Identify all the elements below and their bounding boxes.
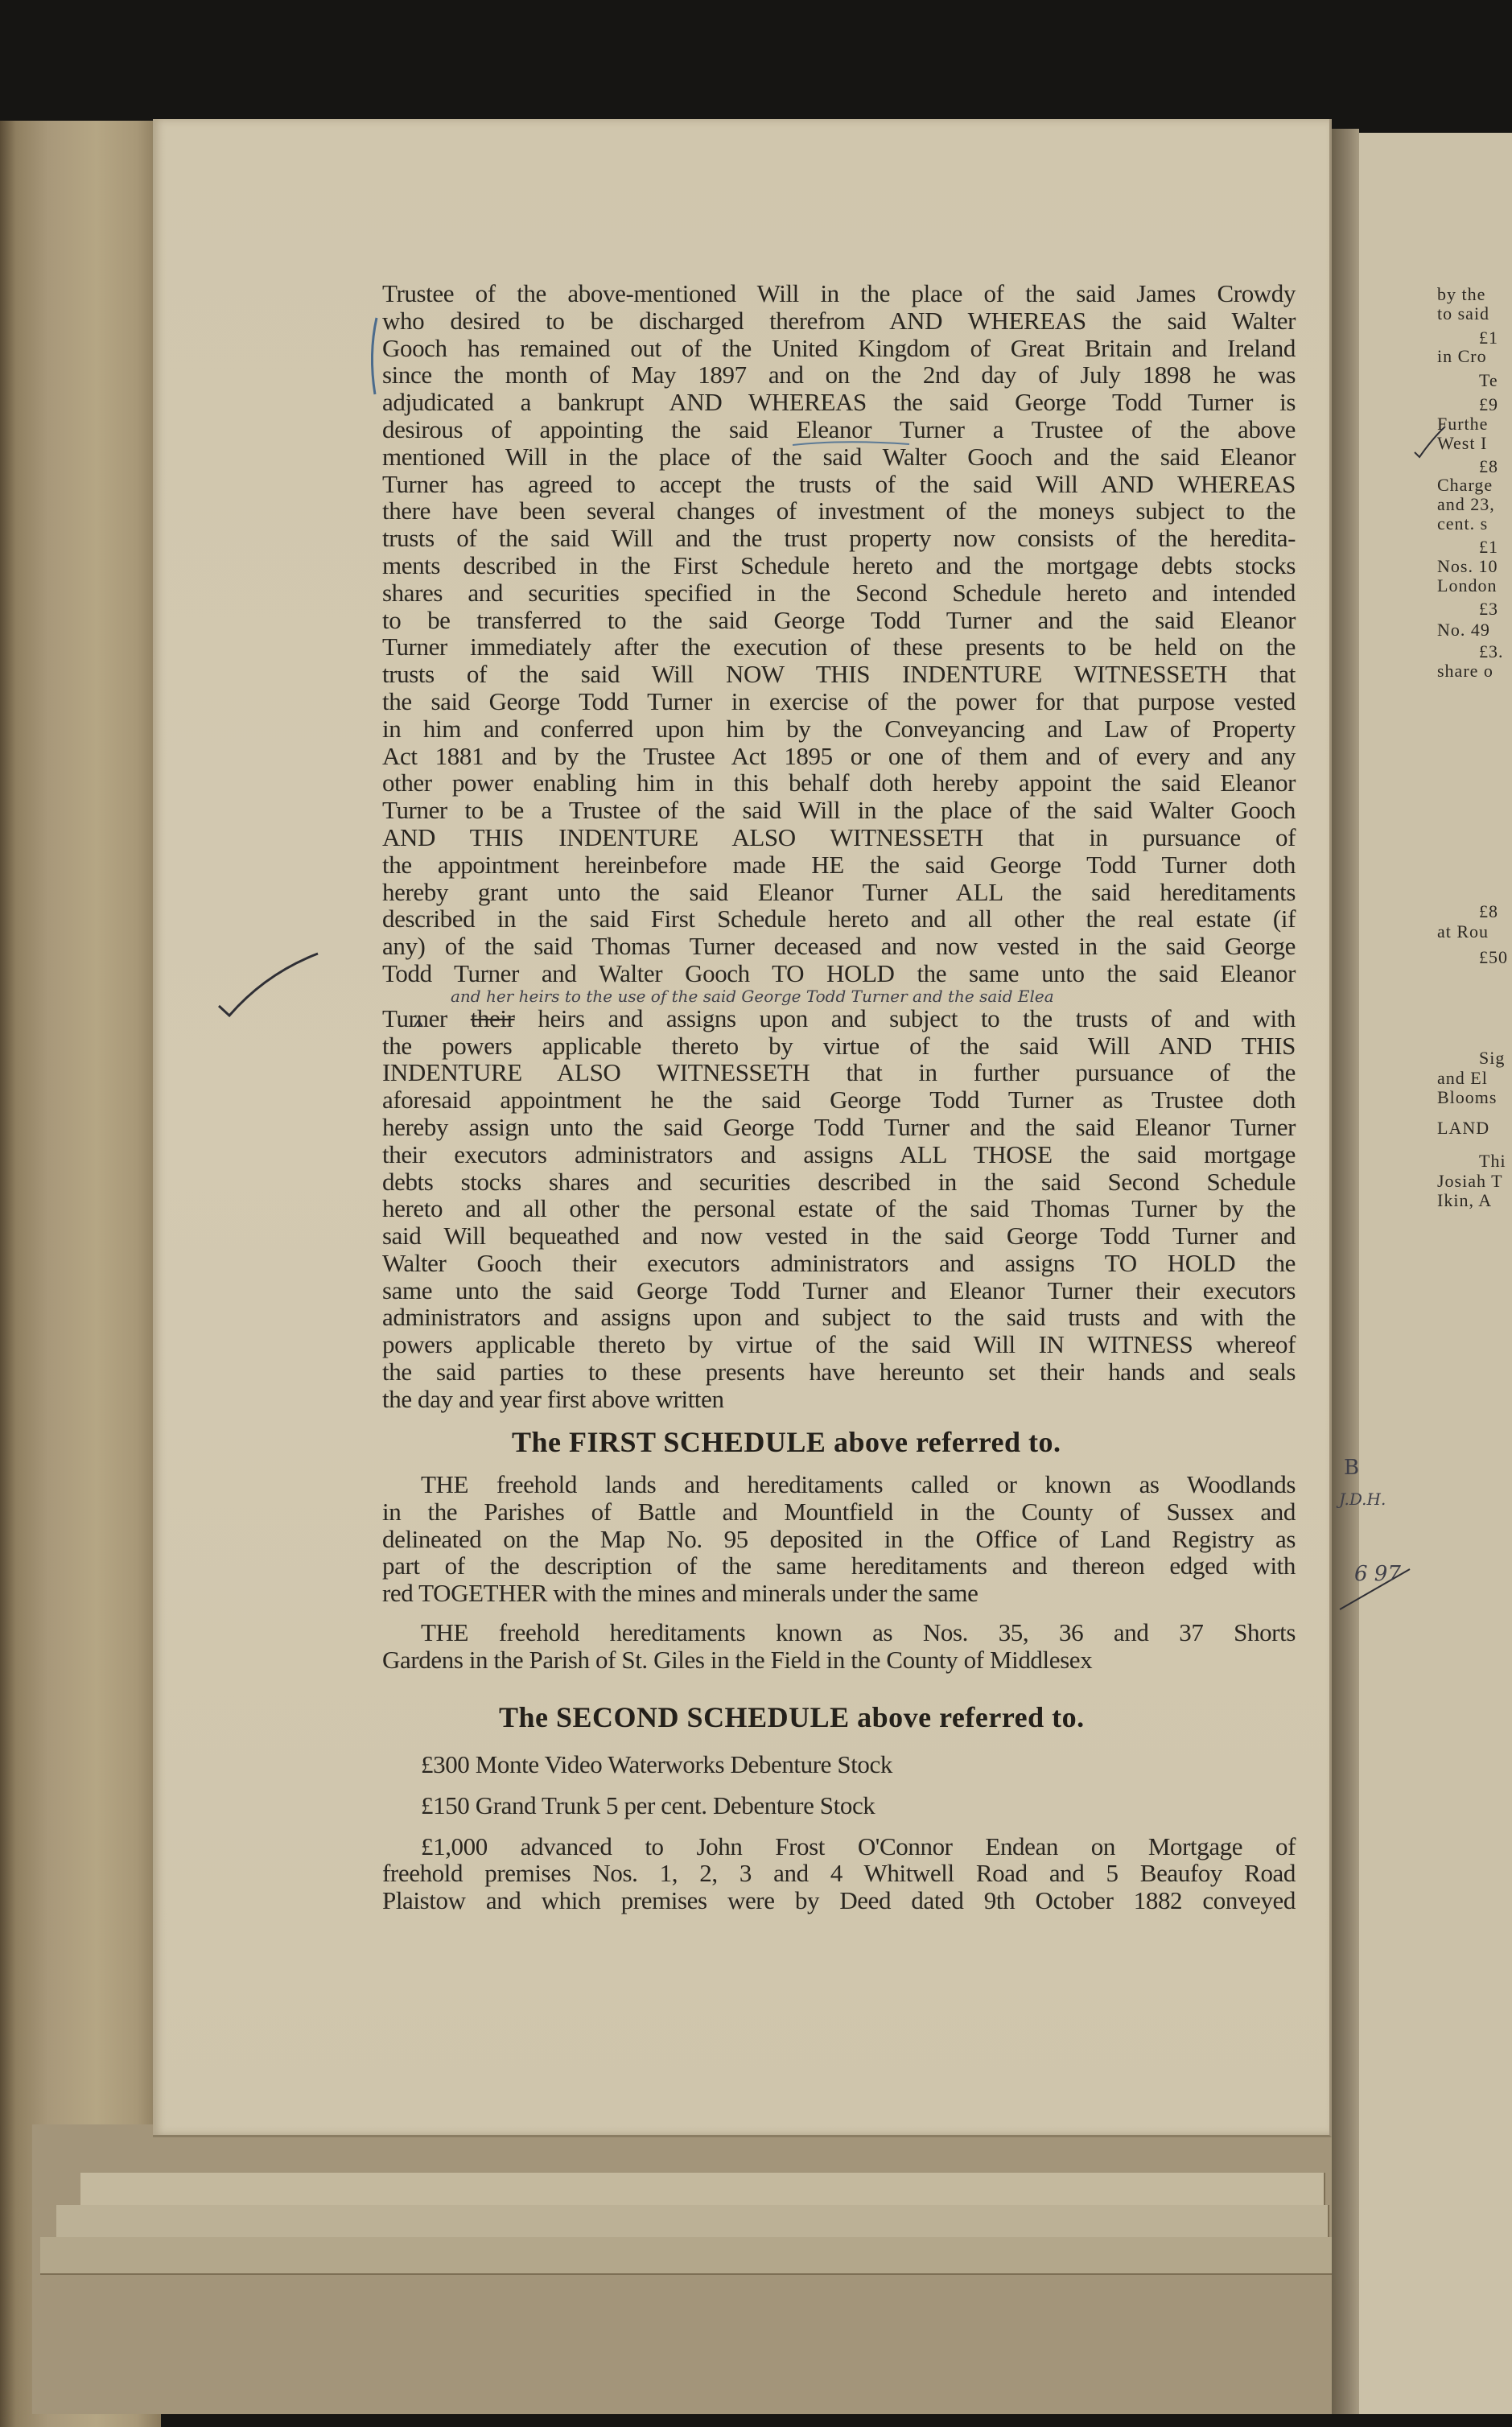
facing-page-line: £1 xyxy=(1479,537,1498,557)
text-line: the appointment hereinbefore made HE the said George Todd Turner doth xyxy=(382,850,1296,879)
margin-annotation: J.D.H. xyxy=(1339,1490,1386,1509)
text-line: trusts of the said Will NOW THIS INDENTURE WITNESSETH that xyxy=(382,660,1296,689)
facing-page-line: £3. xyxy=(1479,641,1504,661)
text-line: Gooch has remained out of the United Kingdom of Great Britain and Ireland xyxy=(382,333,1296,362)
text-line: the powers applicable thereto by virtue of the said Will AND THIS xyxy=(382,1031,1296,1060)
facing-page-line: £3 xyxy=(1479,599,1498,619)
facing-page-line: Ikin, A xyxy=(1437,1190,1493,1210)
facing-page-line: share o xyxy=(1437,661,1493,681)
facing-page-line: Nos. 10 xyxy=(1437,556,1498,576)
text-line: hereto and all other the personal estate of the said Thomas Turner by the xyxy=(382,1194,1296,1223)
underline-mark xyxy=(793,442,909,445)
text-line: Turner immediately after the execution of these presents to be held on the xyxy=(382,633,1296,661)
text-line: aforesaid appointment he the said George Todd Turner as Trustee doth xyxy=(382,1086,1296,1115)
text-line: £150 Grand Trunk 5 per cent. Debenture Stock xyxy=(421,1790,875,1819)
struck-word: their xyxy=(470,1003,515,1032)
facing-page-line: to said xyxy=(1437,303,1490,323)
text-line: same unto the said George Todd Turner and Eleanor Turner their executors xyxy=(382,1275,1296,1304)
facing-page-line: London xyxy=(1437,575,1498,595)
text-line: the day and year first above written xyxy=(382,1384,724,1413)
text-line: Act 1881 and by the Trustee Act 1895 or one of them and of every and any xyxy=(382,741,1296,770)
text-line: ments described in the First Schedule hereto and the mortgage debts stocks xyxy=(382,550,1296,579)
text-line: there have been several changes of investment of the moneys subject to the xyxy=(382,497,1296,525)
facing-page-line: Blooms xyxy=(1437,1087,1498,1107)
margin-bracket-icon xyxy=(372,318,377,394)
text-line: to be transferred to the said George Todd Turner and the said Eleanor xyxy=(382,605,1296,634)
text-line: £1,000 advanced to John Frost O'Connor Endean on Mortgage of xyxy=(421,1832,1296,1860)
facing-page-line: by the xyxy=(1437,284,1486,304)
text-line: any) of the said Thomas Turner deceased and now vested in the said George xyxy=(382,932,1296,961)
facing-page-line: No. 49 xyxy=(1437,620,1490,640)
text-line: Trustee of the above-mentioned Will in the place of the said James Crowdy xyxy=(382,279,1296,307)
text-line: the said parties to these presents have hereunto set their hands and seals xyxy=(382,1358,1296,1387)
facing-page-line: Thi xyxy=(1479,1151,1506,1171)
text-line: their executors administrators and assigns ALL THOSE the said mortgage xyxy=(382,1139,1296,1168)
text-line: since the month of May 1897 and on the 2nd day of July 1898 he was xyxy=(382,361,1296,389)
facing-page-line: Sig xyxy=(1479,1048,1506,1068)
text-line: AND THIS INDENTURE ALSO WITNESSETH that in pursuance of xyxy=(382,822,1296,851)
check-mark-icon xyxy=(219,954,318,1016)
text-line: freehold premises Nos. 1, 2, 3 and 4 Whitwell Road and 5 Beaufoy Road xyxy=(382,1859,1296,1888)
facing-page-line: Te xyxy=(1479,370,1498,390)
facing-page-line: cent. s xyxy=(1437,513,1489,534)
text-line: who desired to be discharged therefrom AND WHEREAS the said Walter xyxy=(382,306,1296,335)
text-line: desirous of appointing the said Eleanor Turner a Trustee of the above xyxy=(382,414,1296,443)
handwritten-insertion: and her heirs to the use of the said George Todd Turner and the said Elea xyxy=(451,987,1054,1006)
text-line: administrators and assigns upon and subject to the said trusts and with the xyxy=(382,1303,1296,1332)
second-schedule-heading: The SECOND SCHEDULE above referred to. xyxy=(499,1701,1085,1733)
text-line: shares and securities specified in the Second Schedule hereto and intended xyxy=(382,578,1296,607)
text-line: adjudicated a bankrupt AND WHEREAS the said George Todd Turner is xyxy=(382,388,1296,417)
text-line: the said George Todd Turner in exercise of the power for that purpose vested xyxy=(382,686,1296,715)
text-line: part of the description of the same hereditaments and thereon edged with xyxy=(382,1551,1296,1580)
text-line: red TOGETHER with the mines and minerals under the same xyxy=(382,1579,978,1608)
text-line: Gardens in the Parish of St. Giles in the Field in the County of Middlesex xyxy=(382,1645,1093,1674)
facing-page-line: and 23, xyxy=(1437,494,1495,514)
text-line: £300 Monte Video Waterworks Debenture Stock xyxy=(421,1750,892,1778)
text-line: delineated on the Map No. 95 deposited in the Office of Land Registry as xyxy=(382,1524,1296,1553)
facing-page-line: £1 xyxy=(1479,328,1498,348)
text-line: hereby assign unto the said George Todd Turner and the said Eleanor Turner xyxy=(382,1112,1296,1141)
text-line: said Will bequeathed and now vested in the said George Todd Turner and xyxy=(382,1222,1296,1251)
text-line: THE freehold hereditaments known as Nos. 35, 36 and 37 Shorts xyxy=(421,1617,1296,1646)
text-line: Todd Turner and Walter Gooch TO HOLD the same unto the said Eleanor xyxy=(382,958,1296,987)
text-line: in him and conferred upon him by the Conveyancing and Law of Property xyxy=(382,714,1296,743)
facing-page-line: £8 xyxy=(1479,456,1498,476)
text-line: powers applicable thereto by virtue of the said Will IN WITNESS whereof xyxy=(382,1330,1296,1359)
text-line: Turner to be a Trustee of the said Will in the place of the said Walter Gooch xyxy=(382,796,1296,825)
text-line: Turner has agreed to accept the trusts of the said Will AND WHEREAS xyxy=(382,469,1296,498)
text-line: hereby grant unto the said Eleanor Turner ALL the said hereditaments xyxy=(382,877,1296,906)
facing-page-line: £50 xyxy=(1479,947,1508,967)
first-schedule-heading: The FIRST SCHEDULE above referred to. xyxy=(512,1426,1061,1458)
text-line: INDENTURE ALSO WITNESSETH that in further pursuance of the xyxy=(382,1058,1296,1087)
text-segment: heirs and assigns upon and subject to the trusts of and with xyxy=(514,1003,1296,1032)
facing-page-line: Furthe xyxy=(1437,414,1489,434)
text-line: Walter Gooch their executors administrators and assigns TO HOLD the xyxy=(382,1248,1296,1277)
facing-page-line: £8 xyxy=(1479,901,1498,921)
facing-page-line: £9 xyxy=(1479,394,1498,414)
facing-page-line: at Rou xyxy=(1437,921,1489,942)
text-line: mentioned Will in the place of the said Walter Gooch and the said Eleanor xyxy=(382,442,1296,471)
facing-page-line: Josiah T xyxy=(1437,1171,1503,1191)
check-mark-icon xyxy=(1415,426,1445,457)
text-line: THE freehold lands and hereditaments called or known as Woodlands xyxy=(421,1470,1296,1498)
facing-page-line: West I xyxy=(1437,433,1488,453)
text-line: trusts of the said Will and the trust property now consists of the heredita- xyxy=(382,524,1296,553)
facing-page-line: LAND xyxy=(1437,1118,1490,1138)
text-line: other power enabling him in this behalf doth hereby appoint the said Eleanor xyxy=(382,768,1296,797)
margin-annotation: 6 97 xyxy=(1354,1562,1401,1586)
text-line: in the Parishes of Battle and Mountfield in the County of Sussex and xyxy=(382,1497,1296,1526)
text-line: described in the said First Schedule hereto and all other the real estate (if xyxy=(382,904,1296,933)
facing-page-line: in Cro xyxy=(1437,346,1487,366)
text-segment: Turner xyxy=(382,1003,471,1032)
facing-page-line: and El xyxy=(1437,1068,1488,1088)
margin-annotation: B xyxy=(1344,1456,1360,1480)
text-line: debts stocks shares and securities described in the said Second Schedule xyxy=(382,1167,1296,1196)
facing-page-line: Charge xyxy=(1437,475,1493,495)
text-line: Plaistow and which premises were by Deed dated 9th October 1882 conveyed xyxy=(382,1886,1296,1915)
caret-mark xyxy=(414,1020,422,1027)
